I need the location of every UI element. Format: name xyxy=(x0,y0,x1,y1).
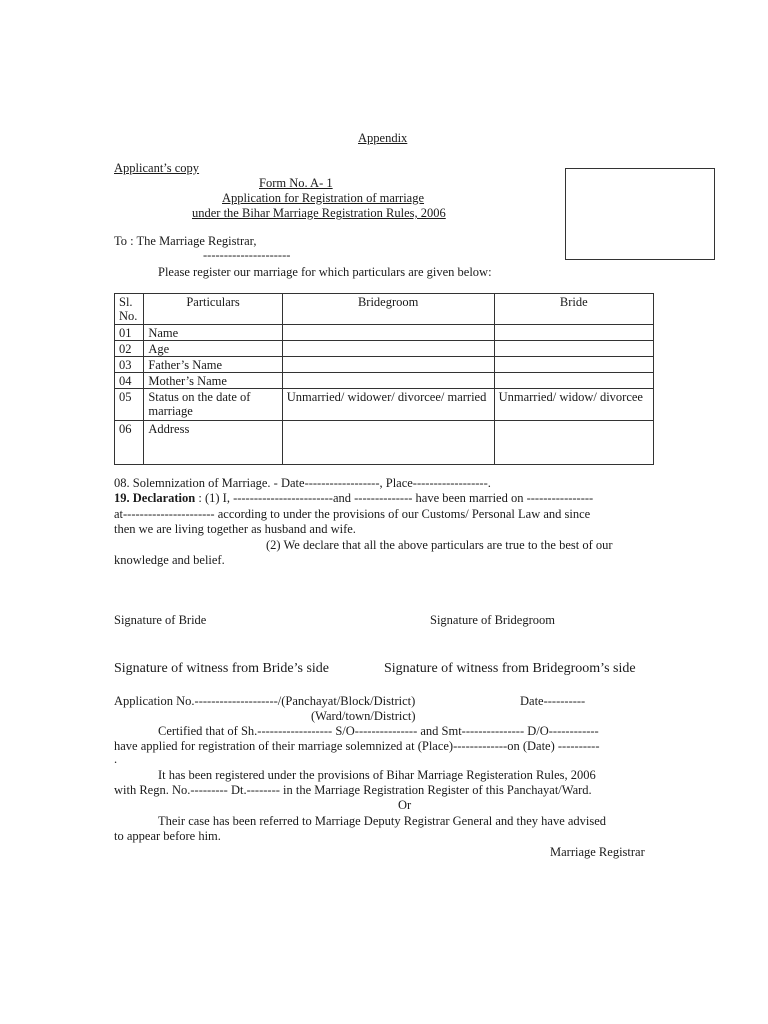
referred-line2: to appear before him. xyxy=(114,829,221,843)
bridegroom-name-cell[interactable] xyxy=(282,325,494,341)
office-date: Date---------- xyxy=(520,694,586,708)
form-number: Form No. A- 1 xyxy=(259,176,333,190)
bridegroom-father-cell[interactable] xyxy=(282,357,494,373)
bride-father-cell[interactable] xyxy=(494,357,653,373)
declaration-number: 19. xyxy=(114,491,133,505)
registrar-dash-line: --------------------- xyxy=(203,248,291,262)
row-number: 01 xyxy=(115,325,144,341)
row-number: 05 xyxy=(115,389,144,421)
or-separator: Or xyxy=(398,798,412,812)
table-row xyxy=(115,357,654,373)
row-number: 04 xyxy=(115,373,144,389)
row-number: 03 xyxy=(115,357,144,373)
signature-bride: Signature of Bride xyxy=(114,613,207,627)
row-particular: Status on the date of marriage xyxy=(144,389,282,421)
form-title-line2: under the Bihar Marriage Registration Rules, 2006 xyxy=(192,206,446,220)
declaration-line1 xyxy=(114,491,593,506)
applied-dot: . xyxy=(114,752,118,766)
intro-text: Please register our marriage for which particulars are given below: xyxy=(158,265,492,279)
bride-name-cell[interactable] xyxy=(494,325,653,341)
declaration-line2: at---------------------- according to under the provisions of our Customs/ Personal Law and since xyxy=(114,507,591,521)
header-particulars: Particulars xyxy=(144,294,282,325)
ward-town-district: (Ward/town/District) xyxy=(311,709,416,723)
bride-age-cell[interactable] xyxy=(494,341,653,357)
bridegroom-age-cell[interactable] xyxy=(282,341,494,357)
particulars-table xyxy=(114,293,654,465)
marriage-registrar-signature: Marriage Registrar xyxy=(550,845,645,859)
row-particular: Name xyxy=(144,325,282,341)
application-number-line: Application No.--------------------/(Panchayat/Block/District) xyxy=(114,694,416,708)
row-particular: Age xyxy=(144,341,282,357)
bridegroom-address-cell[interactable] xyxy=(282,421,494,465)
header-bridegroom: Bridegroom xyxy=(282,294,494,325)
declaration-line5: knowledge and belief. xyxy=(114,553,225,567)
signature-bridegroom: Signature of Bridegroom xyxy=(430,613,555,627)
row-number: 02 xyxy=(115,341,144,357)
table-row xyxy=(115,325,654,341)
applicants-copy-label: Applicant’s copy xyxy=(114,161,200,175)
registered-line1: It has been registered under the provisions of Bihar Marriage Registeration Rules, 2006 xyxy=(158,768,596,782)
declaration-label: Declaration xyxy=(132,491,196,505)
referred-line1: Their case has been referred to Marriage Deputy Registrar General and they have advised xyxy=(158,814,607,828)
signature-witness-bridegroom: Signature of witness from Bridegroom’s side xyxy=(384,661,636,676)
table-row xyxy=(115,373,654,389)
table-row xyxy=(115,421,654,465)
header-bride: Bride xyxy=(494,294,653,325)
declaration-line3: then we are living together as husband and wife. xyxy=(114,522,356,536)
photo-box xyxy=(565,168,715,260)
bridegroom-mother-cell[interactable] xyxy=(282,373,494,389)
header-sl: Sl. No. xyxy=(115,294,144,325)
bride-status-cell[interactable]: Unmarried/ widow/ divorcee xyxy=(494,389,653,421)
registered-line2: with Regn. No.--------- Dt.-------- in the Marriage Registration Register of this Panchayat/Ward. xyxy=(114,783,592,797)
row-particular: Father’s Name xyxy=(144,357,282,373)
row-number: 06 xyxy=(115,421,144,465)
row-particular: Mother’s Name xyxy=(144,373,282,389)
applied-line: have applied for registration of their marriage solemnized at (Place)-------------on (Date) ---------- xyxy=(114,739,600,753)
to-registrar: To : The Marriage Registrar, xyxy=(114,234,257,248)
table-row xyxy=(115,389,654,421)
table-header-row xyxy=(115,294,654,325)
bride-mother-cell[interactable] xyxy=(494,373,653,389)
declaration-line4: (2) We declare that all the above particulars are true to the best of our xyxy=(266,538,613,552)
row-particular: Address xyxy=(144,421,282,465)
bridegroom-status-cell[interactable]: Unmarried/ widower/ divorcee/ married xyxy=(282,389,494,421)
form-title-line1: Application for Registration of marriage xyxy=(222,191,425,205)
bride-address-cell[interactable] xyxy=(494,421,653,465)
solemnization-line: 08. Solemnization of Marriage. - Date------------------, Place------------------. xyxy=(114,476,491,490)
table-row xyxy=(115,341,654,357)
signature-witness-bride: Signature of witness from Bride’s side xyxy=(114,661,330,676)
declaration-text: : (1) I, ------------------------and -------------- have been married on ---------------- xyxy=(195,491,594,505)
appendix-heading: Appendix xyxy=(358,131,408,145)
certified-line: Certified that of Sh.------------------ S/O--------------- and Smt--------------- D/O------------ xyxy=(158,724,599,738)
